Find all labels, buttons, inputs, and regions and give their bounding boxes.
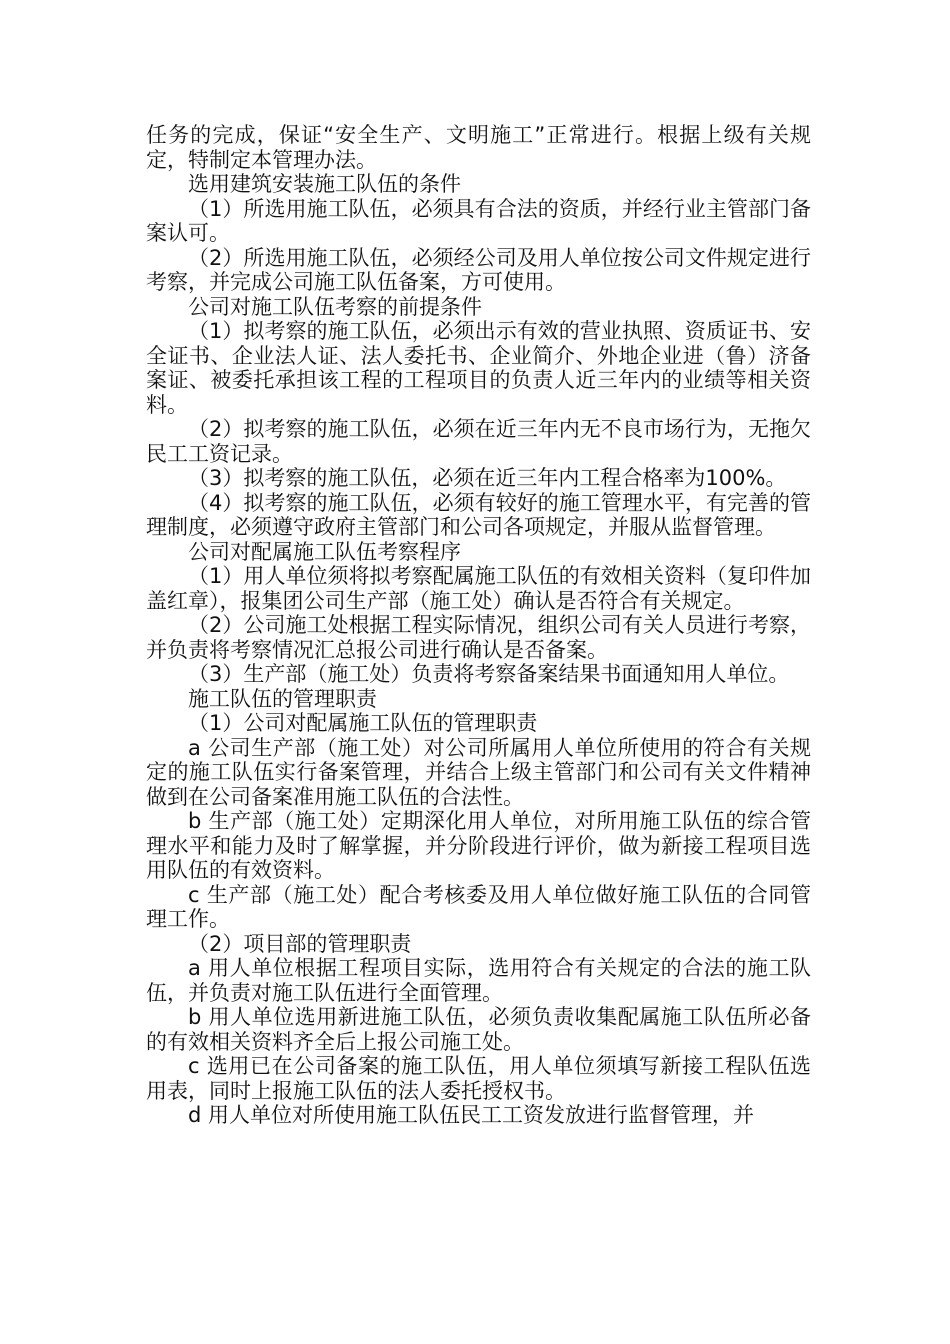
section-heading-inspection-prerequisites: 公司对施工队伍考察的前提条件 (188, 294, 482, 319)
section-heading-inspection-procedure: 公司对配属施工队伍考察程序 (188, 539, 461, 564)
paragraph-prerequisite-4: （4）拟考察的施工队伍，必须有较好的施工管理水平，有完善的管理制度，必须遵守政府主管部门和公司各项规定，并服从监督管理。 (146, 490, 811, 539)
section-heading-management-duties: 施工队伍的管理职责 (188, 686, 377, 711)
paragraph-procedure-3: （3）生产部（施工处）负责将考察备案结果书面通知用人单位。 (188, 662, 790, 686)
paragraph-project-duty-c: c 选用已在公司备案的施工队伍，用人单位须填写新接工程队伍选用表，同时上报施工队伍的法人委托授权书。 (146, 1054, 811, 1103)
document-body (146, 123, 811, 1128)
paragraph-project-duty-d: d 用人单位对所使用施工队伍民工工资发放进行监督管理，并 (188, 1103, 755, 1127)
paragraph-procedure-1: （1）用人单位须将拟考察配属施工队伍的有效相关资料（复印件加盖红章），报集团公司生产部（施工处）确认是否符合有关规定。 (146, 564, 811, 613)
paragraph-prerequisite-2: （2）拟考察的施工队伍，必须在近三年内无不良市场行为，无拖欠民工工资记录。 (146, 417, 811, 466)
paragraph-prerequisite-3: （3）拟考察的施工队伍，必须在近三年内工程合格率为100%。 (188, 466, 787, 490)
paragraph-company-duty-a: a 公司生产部（施工处）对公司所属用人单位所使用的符合有关规定的施工队伍实行备案管理，并结合上级主管部门和公司有关文件精神做到在公司备案准用施工队伍的合法性。 (146, 735, 811, 809)
paragraph-intro: 任务的完成，保证“安全生产、文明施工”正常进行。根据上级有关规定，特制定本管理办法。 (146, 123, 811, 172)
paragraph-prerequisite-1: （1）拟考察的施工队伍，必须出示有效的营业执照、资质证书、安全证书、企业法人证、法人委托书、企业简介、外地企业进（鲁）济备案证、被委托承担该工程的工程项目的负责人近三年内的业绩等相关资料。 (146, 319, 811, 417)
section-heading-selection-conditions: 选用建筑安装施工队伍的条件 (188, 172, 461, 196)
paragraph-project-duty-a: a 用人单位根据工程项目实际，选用符合有关规定的合法的施工队伍，并负责对施工队伍进行全面管理。 (146, 956, 811, 1005)
paragraph-project-duty-b: b 用人单位选用新进施工队伍，必须负责收集配属施工队伍所必备的有效相关资料齐全后上报公司施工处。 (146, 1005, 811, 1054)
subheading-company-duties: （1）公司对配属施工队伍的管理职责 (188, 711, 538, 735)
paragraph-selection-2: （2）所选用施工队伍，必须经公司及用人单位按公司文件规定进行考察，并完成公司施工队伍备案，方可使用。 (146, 245, 811, 294)
subheading-project-duties: （2）项目部的管理职责 (188, 931, 412, 956)
paragraph-procedure-2: （2）公司施工处根据工程实际情况，组织公司有关人员进行考察，并负责将考察情况汇总报公司进行确认是否备案。 (146, 613, 811, 662)
paragraph-company-duty-c: c 生产部（施工处）配合考核委及用人单位做好施工队伍的合同管理工作。 (146, 882, 811, 931)
paragraph-selection-1: （1）所选用施工队伍，必须具有合法的资质，并经行业主管部门备案认可。 (146, 196, 811, 245)
paragraph-company-duty-b: b 生产部（施工处）定期深化用人单位，对所用施工队伍的综合管理水平和能力及时了解掌握，并分阶段进行评价，做为新接工程项目选用队伍的有效资料。 (146, 809, 811, 882)
